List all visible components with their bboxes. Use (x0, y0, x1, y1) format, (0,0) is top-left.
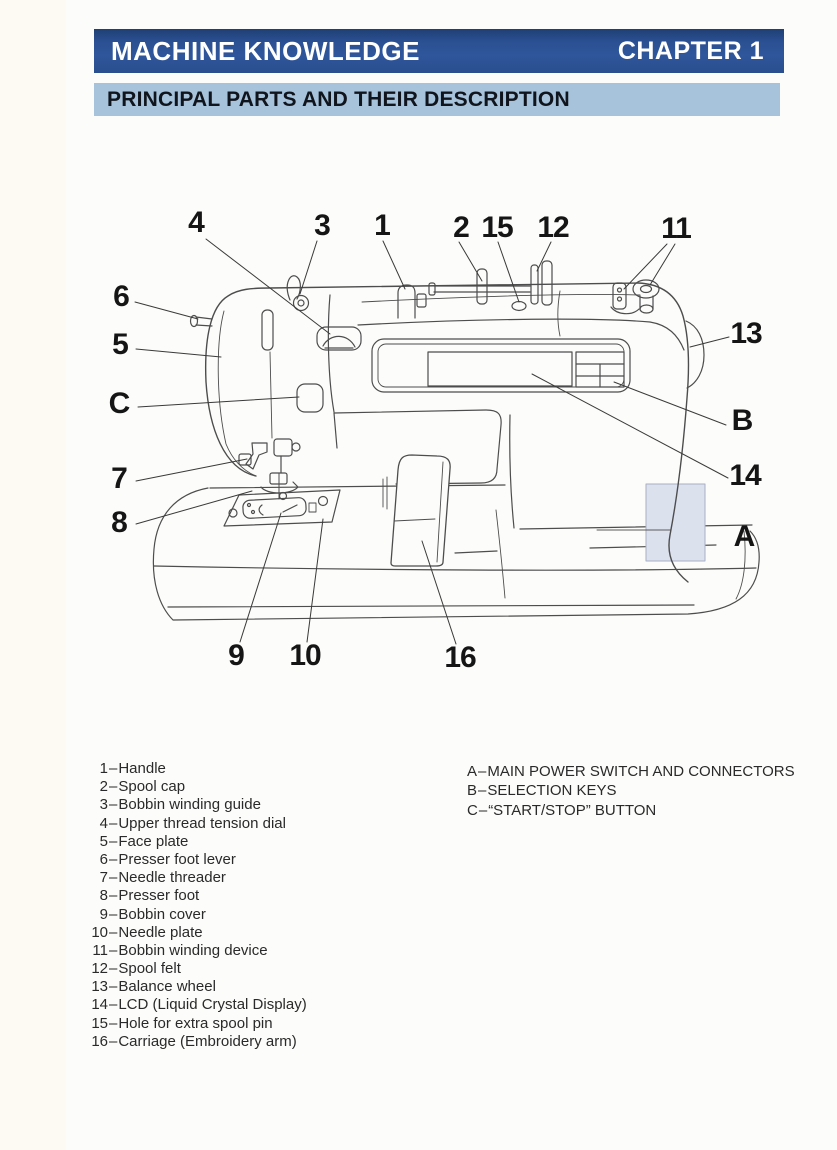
separator: – (109, 869, 118, 887)
part-label: Face plate (118, 832, 189, 850)
separator: – (109, 887, 118, 905)
legend-label: MAIN POWER SWITCH AND CONNECTORS (487, 763, 795, 780)
separator: – (109, 996, 118, 1014)
callout-13: 13 (730, 317, 762, 350)
power-switch-highlight (597, 484, 705, 561)
parts-list-item (82, 960, 307, 978)
part-label: Balance wheel (118, 978, 216, 996)
part-label: Needle plate (118, 923, 203, 941)
callout-14: 14 (729, 459, 761, 492)
parts-list-item (82, 942, 307, 960)
handle (398, 285, 426, 318)
needle-threader (239, 443, 267, 469)
callout-12: 12 (537, 211, 569, 244)
callout-9: 9 (228, 639, 244, 672)
separator: – (109, 960, 118, 978)
legend-letter: C (467, 801, 478, 819)
callout-A: A (733, 520, 755, 553)
legend-label: SELECTION KEYS (487, 782, 617, 800)
separator: – (109, 1032, 118, 1050)
parts-list-item (82, 815, 307, 833)
part-label: LCD (Liquid Crystal Display) (118, 996, 307, 1014)
embroidery-carriage (383, 455, 450, 566)
parts-list-item (82, 978, 307, 996)
lcd-panel (372, 339, 630, 392)
callout-B: B (731, 404, 753, 437)
part-number: 4 (99, 814, 108, 832)
parts-list (82, 760, 307, 1051)
parts-list-item (82, 924, 307, 942)
parts-list-item (82, 1015, 307, 1033)
separator: – (109, 1014, 118, 1032)
callout-3: 3 (314, 209, 330, 242)
separator: – (109, 778, 118, 796)
callout-15: 15 (481, 211, 513, 244)
legend-letter: B (467, 782, 478, 800)
part-label: Bobbin cover (118, 905, 206, 923)
parts-list-item (82, 796, 307, 814)
part-number: 15 (91, 1014, 108, 1032)
callout-8: 8 (111, 506, 127, 539)
part-label: Bobbin winding device (118, 941, 268, 959)
separator: – (478, 763, 487, 780)
tension-dial (317, 327, 361, 350)
section-title: PRINCIPAL PARTS AND THEIR DESCRIPTION (107, 87, 570, 111)
parts-list-item (82, 869, 307, 887)
part-label: Presser foot (118, 887, 200, 905)
part-number: 3 (99, 796, 108, 814)
legend-item (467, 763, 795, 782)
parts-list-item (82, 851, 307, 869)
separator: – (478, 801, 488, 819)
parts-list-item (82, 887, 307, 905)
separator: – (109, 760, 118, 777)
parts-list-item (82, 760, 307, 778)
start-stop-button (297, 384, 323, 412)
part-label: Presser foot lever (118, 850, 236, 868)
part-label: Handle (118, 760, 166, 777)
part-label: Bobbin winding guide (118, 796, 261, 814)
part-number: 7 (99, 869, 108, 887)
needle-assembly (239, 439, 300, 499)
part-number: 14 (91, 996, 108, 1014)
callout-16: 16 (444, 641, 476, 674)
separator: – (109, 941, 118, 959)
parts-list-item (82, 1033, 307, 1051)
callout-1: 1 (374, 209, 390, 242)
part-number: 5 (99, 832, 108, 850)
page-title: MACHINE KNOWLEDGE (111, 35, 420, 66)
parts-list-item (82, 833, 307, 851)
separator: – (478, 782, 487, 800)
lcd-screen (428, 352, 572, 386)
selection-keys-grid (576, 352, 624, 387)
part-number: 10 (91, 923, 108, 941)
part-label: Spool felt (118, 960, 181, 978)
part-label: Needle threader (118, 869, 226, 887)
callout-5: 5 (112, 328, 128, 361)
callout-2: 2 (453, 211, 469, 244)
callout-4: 4 (188, 206, 204, 239)
separator: – (109, 978, 118, 996)
separator: – (109, 850, 118, 868)
part-number: 1 (99, 760, 108, 777)
legend-list (467, 763, 795, 821)
callout-C: C (108, 387, 130, 420)
legend-item (467, 782, 795, 801)
parts-list-item (82, 906, 307, 924)
part-label: Hole for extra spool pin (118, 1014, 273, 1032)
part-number: 13 (91, 978, 108, 996)
part-number: 8 (99, 887, 108, 905)
part-label: Carriage (Embroidery arm) (118, 1032, 297, 1050)
part-label: Spool cap (118, 778, 186, 796)
separator: – (109, 796, 118, 814)
bobbin-winding-guide (287, 276, 308, 311)
callout-10: 10 (289, 639, 321, 672)
separator: – (109, 832, 118, 850)
part-number: 9 (99, 905, 108, 923)
spool-pins (429, 261, 552, 311)
legend-item (467, 802, 795, 821)
presser-foot-lever (191, 316, 213, 327)
machine-body (191, 261, 705, 582)
extra-spool-pin-hole (512, 302, 526, 311)
part-number: 12 (91, 960, 108, 978)
callout-11: 11 (661, 212, 691, 245)
parts-list-item (82, 996, 307, 1014)
separator: – (109, 814, 118, 832)
legend-label: “START/STOP” BUTTON (488, 801, 657, 819)
part-number: 11 (92, 941, 108, 959)
part-number: 6 (99, 850, 108, 868)
part-label: Upper thread tension dial (118, 814, 286, 832)
parts-list-item (82, 778, 307, 796)
separator: – (109, 905, 118, 923)
legend-letter: A (467, 763, 478, 780)
part-number: 2 (99, 778, 108, 796)
callout-7: 7 (111, 462, 127, 495)
chapter-label: CHAPTER 1 (617, 36, 764, 65)
callout-6: 6 (113, 280, 129, 313)
part-number: 16 (91, 1032, 108, 1050)
separator: – (109, 923, 118, 941)
